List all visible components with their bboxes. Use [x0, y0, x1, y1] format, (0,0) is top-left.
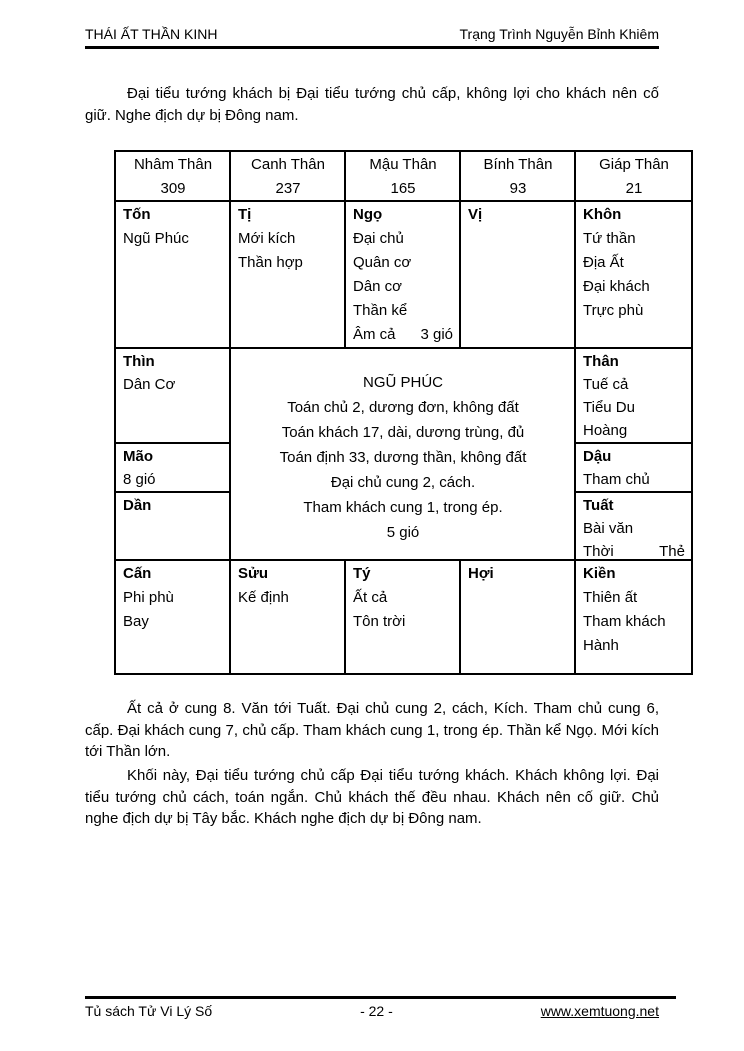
palace-cell-hoi — [461, 561, 576, 673]
palace-cell-dan — [116, 493, 231, 561]
year-term: Mậu Thân — [369, 156, 437, 173]
website-link[interactable]: www.xemtuong.net — [540, 1003, 659, 1019]
palace-cell-dau: Dậu Tham chủ — [576, 444, 691, 493]
page-footer — [85, 1003, 659, 1019]
palace-cell-kien: Kiền Thiên ất Tham khách Hành — [576, 561, 691, 673]
am-ca-gio-line: Âm cả 3 gió — [353, 326, 453, 343]
branch-label: Cấn — [123, 565, 152, 582]
branch-label: Thân — [583, 353, 619, 370]
palace-cell-vi — [461, 202, 576, 349]
palace-cell-ton: Tốn Ngũ Phúc — [116, 202, 231, 349]
branch-label: Mão — [123, 448, 153, 465]
palace-cell-can: Cấn Phi phù Bay — [116, 561, 231, 673]
branch-label: Thìn — [123, 353, 155, 370]
year-value: 309 — [160, 180, 186, 197]
year-value: 21 — [625, 180, 643, 197]
year-term: Nhâm Thân — [133, 156, 213, 173]
book-title: THÁI ẤT THẦN KINH — [85, 26, 218, 42]
year-cell-binh-than — [461, 152, 576, 202]
branch-label: Tốn — [123, 206, 151, 223]
palace-cell-thin: Thìn Dân Cơ — [116, 349, 231, 444]
year-value: 237 — [275, 180, 301, 197]
branch-label: Kiền — [583, 565, 616, 582]
branch-label: Dần — [123, 497, 152, 514]
branch-label: Khôn — [583, 206, 622, 223]
analysis-paragraph-1: Ất cả ở cung 8. Văn tới Tuất. Đại chủ cung 2, cách, Kích. Tham chủ cung 6, cấp. Đại khách cung 7, chủ cấp. Tham khách cung 1, trong ép. Thần kể Ngọ. Mới kích tới Thần lớn. — [85, 700, 659, 760]
page-header — [85, 26, 659, 49]
summary-cell: NGŨ PHÚC Toán chủ 2, dương đơn, không đất Toán khách 17, dài, dương trùng, đủ Toán định 33, dương thần, không đất Đại chủ cung 2, cách. Tham khách cung 1, trong ép. 5 gió — [231, 349, 576, 561]
branch-label: Sửu — [238, 565, 269, 582]
thoi-the-line: Thời Thẻ — [583, 543, 685, 560]
branch-label: Tị — [238, 206, 252, 223]
year-term: Canh Thân — [251, 156, 325, 173]
branch-label: Tý — [353, 565, 371, 582]
year-cell-canh-than — [231, 152, 346, 202]
footer-divider — [85, 996, 676, 999]
analysis-paragraph-2: Khối này, Đại tiểu tướng chủ cấp Đại tiểu tướng khách. Khách không lợi. Đại tiểu tướng chủ cách, toán ngắn. Chủ khách thế đều nhau. Khách nên cố giữ. Chủ nghe địch dự bị Tây bắc. Khách nghe địch dự bị Đông nam. — [85, 767, 659, 827]
year-term: Bính Thân — [483, 156, 553, 173]
branch-label: Hợi — [468, 565, 494, 582]
branch-label: Tuất — [583, 497, 614, 514]
branch-label: Vị — [468, 206, 483, 223]
series-title: Tủ sách Tử Vi Lý Số — [85, 1003, 213, 1019]
astro-chart-table — [114, 150, 693, 675]
year-value: 93 — [509, 180, 527, 197]
palace-cell-suu: Sửu Kế định — [231, 561, 346, 673]
author-name: Trạng Trình Nguyễn Bỉnh Khiêm — [459, 26, 659, 42]
summary-title: NGŨ PHÚC — [362, 374, 443, 391]
year-term: Giáp Thân — [599, 156, 669, 173]
year-cell-mau-than — [346, 152, 461, 202]
palace-cell-ti: Tị Mới kích Thần hợp — [231, 202, 346, 349]
palace-cell-khon: Khôn Tứ thần Địa Ất Đại khách Trực phù — [576, 202, 691, 349]
palace-cell-ngo: Ngọ Đại chủ Quân cơ Dân cơ Thần kể Âm cả 3 gió — [346, 202, 461, 349]
branch-label: Ngọ — [353, 206, 383, 223]
branch-label: Dậu — [583, 448, 612, 465]
year-cell-giap-than — [576, 152, 691, 202]
page-number: - 22 - — [360, 1003, 393, 1019]
intro-paragraph: Đại tiểu tướng khách bị Đại tiểu tướng chủ cấp, không lợi cho khách nên cố giữ. Nghe địch dự bị Đông nam. — [85, 85, 659, 124]
palace-cell-ty: Tý Ất cả Tôn trời — [346, 561, 461, 673]
year-value: 165 — [390, 180, 416, 197]
year-cell-nham-than — [116, 152, 231, 202]
palace-cell-than: Thân Tuế cả Tiểu Du Hoàng — [576, 349, 691, 444]
palace-cell-tuat: Tuất Bài văn Thời Thẻ — [576, 493, 691, 561]
palace-cell-mao: Mão 8 gió — [116, 444, 231, 493]
